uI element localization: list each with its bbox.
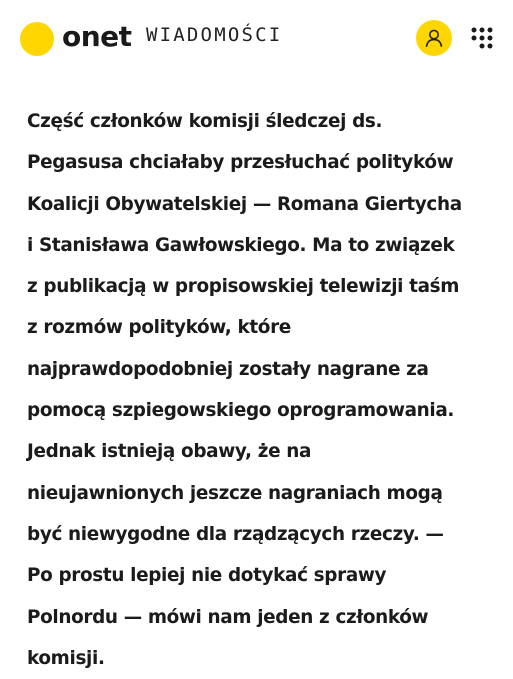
paragraph-line: Jednak istnieją obawy, że na (27, 441, 312, 463)
user-account-button[interactable] (416, 20, 452, 56)
onet-logo[interactable] (20, 21, 132, 57)
paragraph-line: Polnordu — mówi nam jeden z członków (27, 606, 429, 628)
paragraph-line: i Stanisława Gawłowskiego. Ma to związek (27, 234, 455, 256)
paragraph-line: pomocą szpiegowskiego oprogramowania. (27, 400, 455, 422)
user-icon (424, 28, 444, 48)
paragraph-line: z rozmów polityków, które (27, 317, 291, 339)
article-lead-paragraph (27, 101, 497, 679)
paragraph-line: nieujawnionych jeszcze nagraniach mogą (27, 482, 443, 504)
paragraph-line: Część członków komisji śledczej ds. (27, 111, 383, 132)
paragraph-line: najprawdopodobniej zostały nagrane za (27, 358, 429, 380)
paragraph-line: komisji. (27, 647, 105, 669)
paragraph-line: Koalicji Obywatelskiej — Romana Giertycha (27, 193, 462, 215)
section-label[interactable]: WIADOMOŚCI (146, 24, 283, 46)
article-body (27, 101, 497, 679)
paragraph-line: z publikacją w propisowskiej telewizji taśm (27, 276, 460, 298)
paragraph-line: Pegasusa chciałaby przesłuchać polityków (27, 152, 454, 174)
paragraph-line: Po prostu lepiej nie dotykać sprawy (27, 565, 387, 587)
apps-menu-button[interactable] (470, 26, 494, 50)
apps-grid-icon (470, 26, 494, 50)
top-header (0, 0, 513, 80)
paragraph-line: być niewygodne dla rządzących rzeczy. — (27, 523, 444, 545)
logo-dot-icon (20, 22, 54, 56)
brand-name: onet (62, 20, 132, 53)
